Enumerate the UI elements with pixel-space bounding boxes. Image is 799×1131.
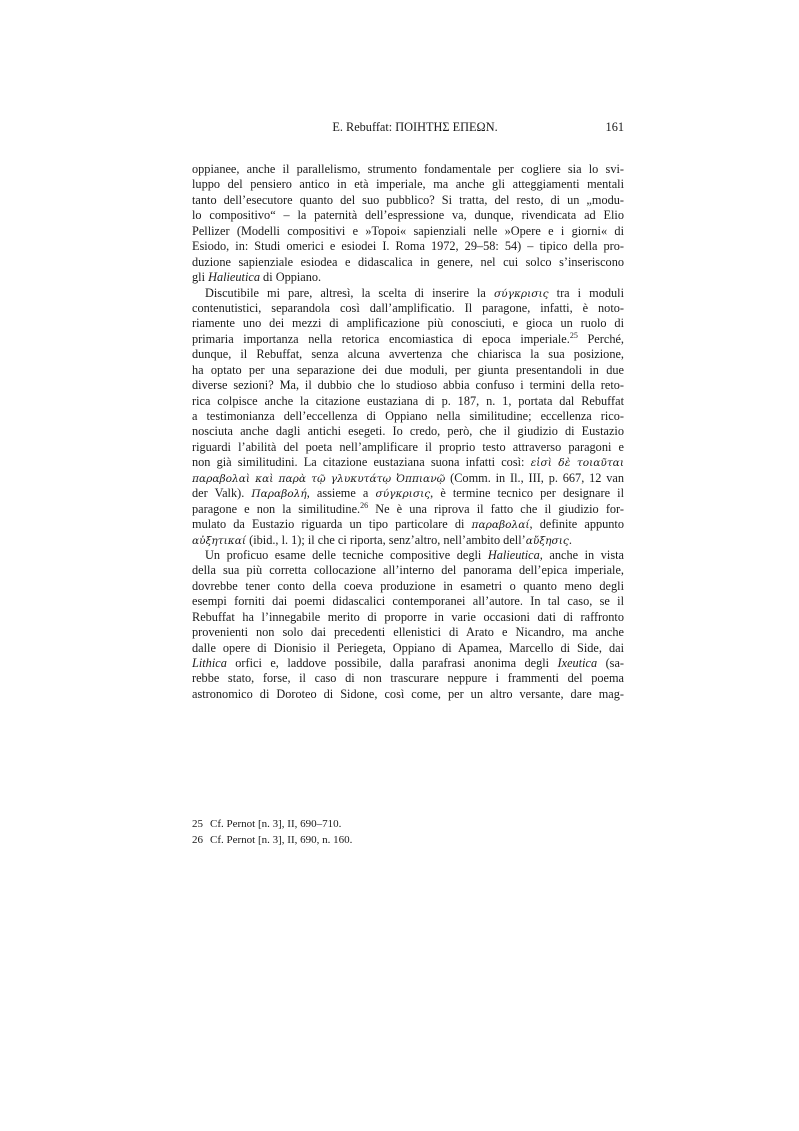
text-line (192, 347, 624, 362)
body-text (192, 162, 624, 702)
text-run: duzione sapienziale esiodea e didascalica in genere, nel cui solco s’inseriscono (192, 254, 624, 269)
footnote-text: Cf. Pernot [n. 3], II, 690–710. (210, 818, 342, 830)
text-line (192, 455, 624, 470)
text-line (192, 656, 624, 671)
italic-title: Halieutica (208, 270, 260, 285)
footnotes (192, 816, 624, 848)
text-run: riamente uno dei mezzi di amplificazione più conosciuti, e gioca un ruolo di (192, 316, 624, 331)
header-title: ΠΟΙΗΤΗΣ ΕΠΕΩΝ. (395, 120, 498, 134)
text-run: anche in vista (542, 547, 624, 562)
page-number: 161 (605, 120, 624, 134)
text-line (192, 579, 624, 594)
text-line (192, 394, 624, 409)
italic-title: Halieutica, (487, 547, 543, 562)
text-run: (sa- (597, 656, 624, 670)
text-run: mulato da Eustazio riguarda un tipo particolare di (192, 517, 472, 532)
text-line (192, 332, 624, 347)
text-line (192, 548, 624, 563)
text-line (192, 193, 624, 208)
text-run: astronomico di Doroteo di Sidone, così come, per un altro versante, dare mag- (192, 686, 624, 701)
text-run: rica colpisce anche la citazione eustaziana di p. 187, n. 1, portata dal Rebuffat (192, 393, 624, 408)
text-line (192, 239, 624, 254)
text-run: gli (192, 270, 209, 285)
text-run: tra i moduli (548, 285, 624, 300)
greek-term: αὐξητικαί (192, 534, 247, 547)
greek-term: παραβολαί (471, 519, 530, 532)
text-line (192, 687, 624, 702)
text-run: dovrebbe tener conto della coeva produzione in esametri o quanto meno degli (192, 578, 624, 593)
text-line (192, 563, 624, 578)
text-run: lo compositivo“ – la paternità dell’espressione va, dunque, rivendicata ad Elio (192, 208, 624, 223)
text-run: diverse sezioni? Ma, il dubbio che lo studioso abbia confuso i termini della reto- (192, 378, 624, 393)
text-run: provenienti non solo dai precedenti ellenistici di Arato e Nicandro, ma anche (192, 625, 624, 640)
text-line (192, 517, 624, 532)
text-run: riguardi l’abilità del poeta nell’amplificare il proprio testo attraverso paragoni e (192, 439, 624, 454)
text-run: Un proficuo esame delle tecniche compositive degli (205, 547, 488, 562)
text-run: paragone e non la similitudine. (192, 501, 361, 516)
text-run: esempi forniti dai poemi didascalici contemporanei all’autore. In tal caso, se il (192, 594, 624, 609)
text-line (192, 208, 624, 223)
text-run: ha optato per una separazione dei due moduli, per giunta presentandoli in due (192, 362, 624, 377)
text-line (192, 486, 624, 501)
text-run: Pellizer (Modelli compositivi e »Topoi« sapienziali nelle »Opere e i giorni« di (192, 223, 624, 238)
text-run: oppianee, anche il parallelismo, strumento fondamentale per cogliere sia lo svi- (192, 162, 624, 176)
text-line (192, 177, 624, 192)
running-head (192, 119, 624, 135)
text-run: Ne è una riprova il fatto che il giudizio for- (368, 501, 624, 516)
text-line (192, 502, 624, 517)
text-run: contenutistici, separandola così dall’amplificatio. Il paragone, infatti, è noto- (192, 300, 624, 315)
header-author: E. Rebuffat: (332, 120, 396, 134)
text-line (192, 594, 624, 609)
text-line (192, 255, 624, 270)
text-run: nosciuta anche dagli antichi esegeti. Io credo, però, che il giudizio di Eustazio (192, 424, 624, 439)
text-line (192, 641, 624, 656)
greek-term: σύγκρισις (375, 488, 431, 501)
text-run: der Valk). (192, 486, 252, 501)
greek-term: παραβολαὶ καὶ παρὰ τῷ γλυκυτάτῳ Ὀππιανῷ (192, 472, 446, 485)
text-line (192, 471, 624, 486)
greek-term: σύγκρισις (493, 287, 549, 300)
text-run: a testimonianza dell’eccellenza di Oppiano nella similitudine; eccellenza rico- (192, 409, 624, 423)
text-line (192, 625, 624, 640)
footnote-number: 26 (192, 834, 203, 846)
text-run: Discutibile mi pare, altresì, la scelta di inserire la (205, 285, 494, 300)
text-run: (Comm. in Il., III, p. 667, 12 van (445, 470, 624, 485)
text-run: primaria importanza nella retorica encomiastica di epoca imperiale. (192, 331, 570, 346)
footnote (192, 816, 624, 832)
text-run: tanto dell’esecutore quanto del suo pubblico? Si tratta, del resto, di un „modu- (192, 192, 624, 207)
text-run: , assieme a (306, 486, 376, 501)
greek-term: αὔξησις (525, 534, 569, 547)
footnote (192, 832, 624, 848)
text-run: non già similitudini. La citazione eustaziana suona infatti così: (192, 455, 531, 470)
text-line (192, 224, 624, 239)
text-line (192, 533, 624, 548)
italic-title: Ixeutica (557, 656, 598, 670)
text-run: di Oppiano. (259, 270, 322, 285)
text-line (192, 440, 624, 455)
text-run: dalle opere di Dionisio il Periegeta, Oppiano di Apamea, Marcello di Side, dai (192, 640, 624, 655)
greek-term: Παραβολή (251, 488, 307, 501)
text-run: orfici e, laddove possibile, dalla parafrasi anonima degli (226, 656, 558, 670)
text-line (192, 378, 624, 393)
text-line (192, 162, 624, 177)
text-run: Rebuffat ha l’innegabile merito di proporre in varie occasioni dati di raffronto (192, 609, 624, 624)
text-run: (ibid., l. 1); il che ci riporta, senz’altro, nell’ambito dell’ (246, 532, 526, 547)
text-run: Perché, (577, 331, 624, 346)
footnote-number: 25 (192, 818, 203, 830)
running-title (192, 119, 624, 135)
text-run: dunque, il Rebuffat, senza alcuna avvertenza che chiarisca la sua posizione, (192, 347, 624, 362)
footnote-ref: 26 (360, 500, 369, 510)
text-line (192, 424, 624, 439)
greek-term: εἰσὶ δὲ τοιαῦται (530, 457, 624, 470)
text-run: Esiodo, in: Studi omerici e esiodei I. Roma 1972, 29–58: 54) – tipico della pro- (192, 239, 624, 254)
text-line (192, 301, 624, 316)
text-line (192, 286, 624, 301)
footnote-text: Cf. Pernot [n. 3], II, 690, n. 160. (210, 834, 353, 846)
text-run: , definite appunto (529, 517, 624, 532)
text-line (192, 363, 624, 378)
italic-title: Lithica (192, 656, 227, 670)
footnote-ref: 25 (569, 330, 578, 340)
text-run: rebbe stato, forse, il caso di non trascurare neppure i frammenti del poema (192, 671, 624, 686)
text-run: , è termine tecnico per designare il (430, 486, 624, 501)
text-line (192, 671, 624, 686)
text-line (192, 409, 624, 424)
text-line (192, 610, 624, 625)
text-run: luppo del pensiero antico in età imperiale, ma anche gli atteggiamenti mentali (192, 177, 624, 192)
text-line (192, 270, 624, 285)
text-line (192, 316, 624, 331)
text-run: . (568, 532, 572, 547)
text-run: della sua più corretta collocazione all’interno del panorama dell’epica imperiale, (192, 563, 624, 578)
